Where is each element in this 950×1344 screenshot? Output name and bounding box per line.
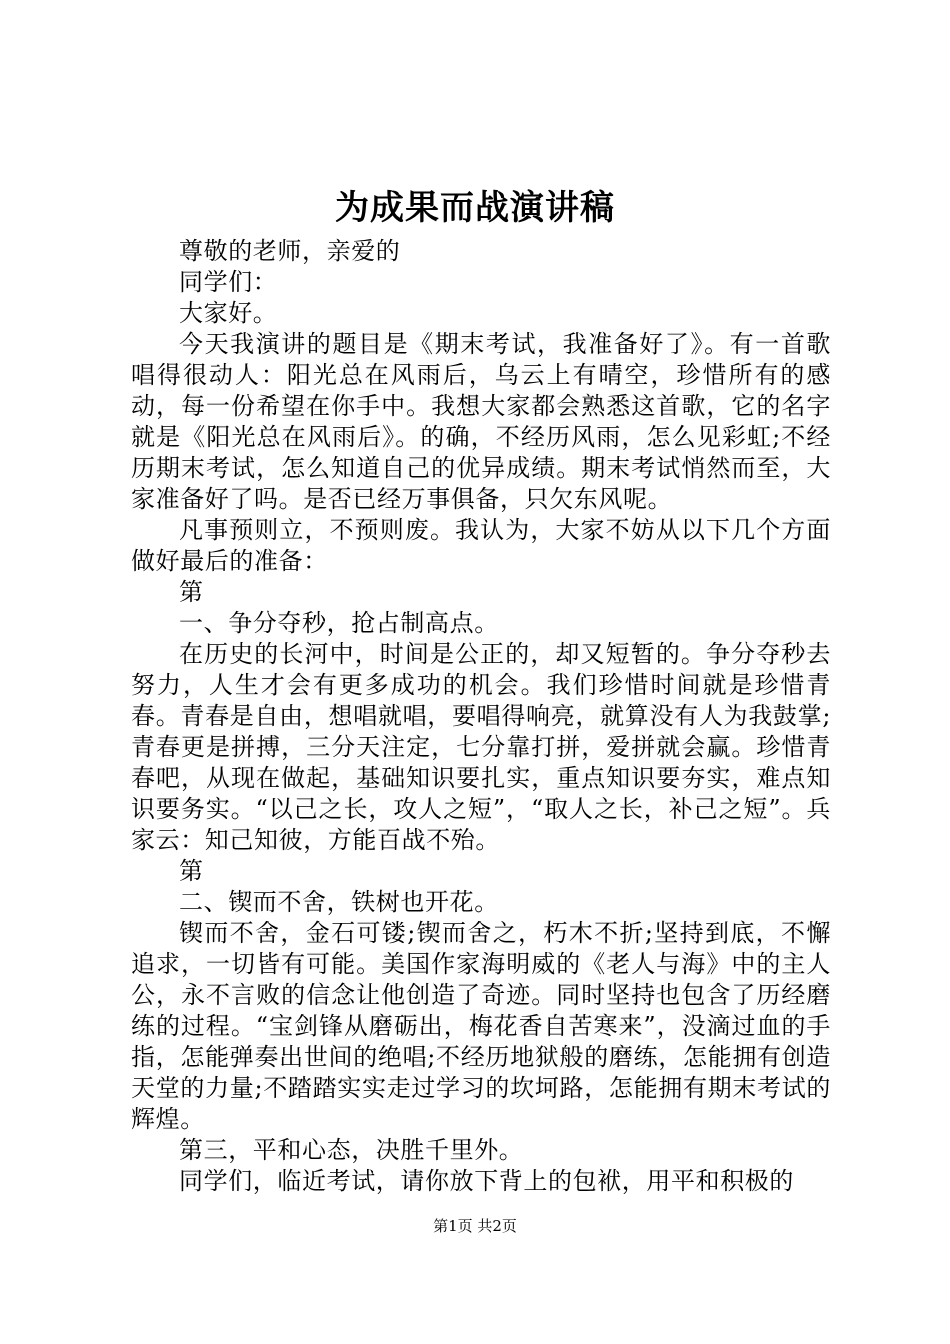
paragraph-body-1: 在历史的长河中，时间是公正的，却又短暂的。争分夺秒去努力，人生才会有更多成功的机会。我们珍惜时间就是珍惜青春。青春是自由，想唱就唱，要唱得响亮，就算没有人为我鼓掌;青春更是拼搏，三分天注定，七分靠打拼，爱拼就会赢。珍惜青春吧，从现在做起，基础知识要扎实，重点知识要夯实，难点知识要务实。“以己之长，攻人之短”，“取人之长，补己之短”。兵家云：知己知彼，方能百战不殆。 <box>131 640 831 854</box>
paragraph-heading-1: 一、争分夺秒，抢占制高点。 <box>179 609 499 637</box>
paragraph-body-3: 同学们，临近考试，请你放下背上的包袱，用平和积极的 <box>179 1167 794 1195</box>
paragraph-salutation-2: 同学们： <box>179 268 278 296</box>
page-footer: 第1页 共2页 <box>433 1217 517 1235</box>
paragraph-ordinal-2: 第 <box>179 857 204 885</box>
paragraph-ordinal-1: 第 <box>179 578 204 606</box>
paragraph-greeting: 大家好。 <box>179 299 278 327</box>
paragraph-preparation: 凡事预则立，不预则废。我认为，大家不妨从以下几个方面做好最后的准备： <box>131 516 831 575</box>
paragraph-salutation-1: 尊敬的老师，亲爱的 <box>179 237 401 265</box>
paragraph-heading-3: 第三，平和心态，决胜千里外。 <box>179 1136 524 1164</box>
paragraph-intro: 今天我演讲的题目是《期末考试，我准备好了》。有一首歌唱得很动人：阳光总在风雨后，乌云上有晴空，珍惜所有的感动，每一份希望在你手中。我想大家都会熟悉这首歌，它的名字就是《阳光总在风雨后》。的确，不经历风雨，怎么见彩虹;不经历期末考试，怎么知道自己的优异成绩。期末考试悄然而至，大家准备好了吗。是否已经万事俱备，只欠东风呢。 <box>131 330 831 513</box>
document-body <box>131 236 831 1197</box>
document-title: 为成果而战演讲稿 <box>335 188 615 228</box>
paragraph-heading-2: 二、锲而不舍，铁树也开花。 <box>179 888 499 916</box>
paragraph-body-2: 锲而不舍，金石可镂;锲而舍之，朽木不折;坚持到底，不懈追求，一切皆有可能。美国作家海明威的《老人与海》中的主人公，永不言败的信念让他创造了奇迹。同时坚持也包含了历经磨练的过程。“宝剑锋从磨砺出，梅花香自苦寒来”，没滴过血的手指，怎能弹奏出世间的绝唱;不经历地狱般的磨练，怎能拥有创造天堂的力量;不踏踏实实走过学习的坎坷路，怎能拥有期末考试的辉煌。 <box>131 919 831 1133</box>
